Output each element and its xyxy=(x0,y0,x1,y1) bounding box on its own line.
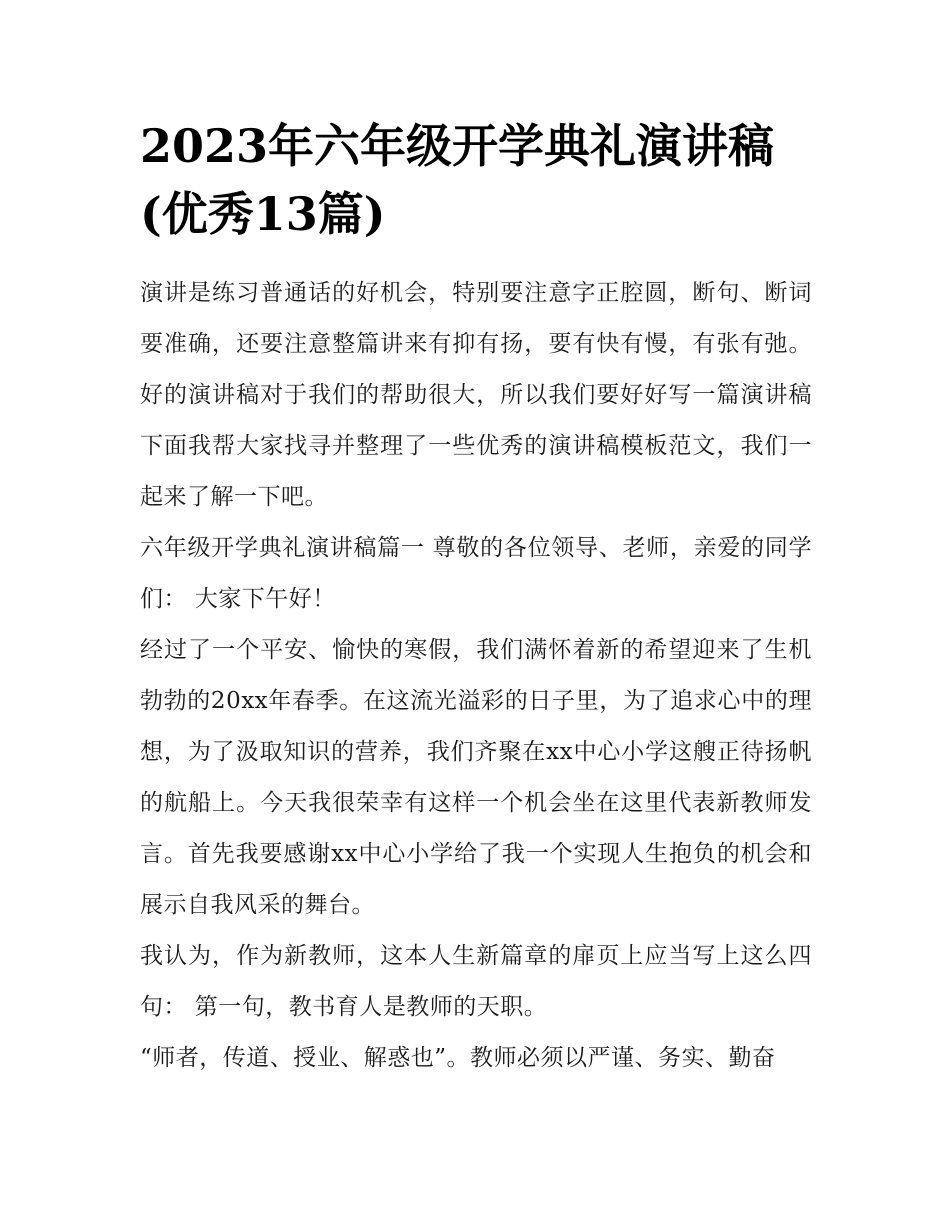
document-title xyxy=(140,112,812,248)
paragraph-opening: 经过了一个平安、愉快的寒假，我们满怀着新的希望迎来了生机勃勃的20xx年春季。在这流光溢彩的日子里，为了追求心中的理想，为了汲取知识的营养，我们齐聚在xx中心小学这艘正待扬帆的航船上。今天我很荣幸有这样一个机会坐在这里代表新教师发言。首先我要感谢xx中心小学给了我一个实现人生抱负的机会和展示自我风采的舞台。 xyxy=(140,637,812,918)
paragraph-four-sentences: 我认为，作为新教师，这本人生新篇章的扉页上应当写上这么四句： 第一句，教书育人是教师的天职。 xyxy=(140,943,812,1020)
document-body xyxy=(140,268,812,1084)
paragraph-quote: “师者，传道、授业、解惑也”。教师必须以严谨、务实、勤奋 xyxy=(140,1045,776,1071)
document-title-line2: (优秀13篇) xyxy=(140,187,386,241)
paragraph-greeting: 六年级开学典礼演讲稿篇一 尊敬的各位领导、老师，亲爱的同学们： 大家下午好！ xyxy=(140,535,812,612)
document-title-line1: 2023年六年级开学典礼演讲稿 xyxy=(140,119,775,173)
paragraph-intro: 演讲是练习普通话的好机会，特别要注意字正腔圆，断句、断词要准确，还要注意整篇讲来有抑有扬，要有快有慢，有张有弛。好的演讲稿对于我们的帮助很大，所以我们要好好写一篇演讲稿下面我帮大家找寻并整理了一些优秀的演讲稿模板范文，我们一起来了解一下吧。 xyxy=(140,280,812,510)
document-page xyxy=(140,112,812,1084)
